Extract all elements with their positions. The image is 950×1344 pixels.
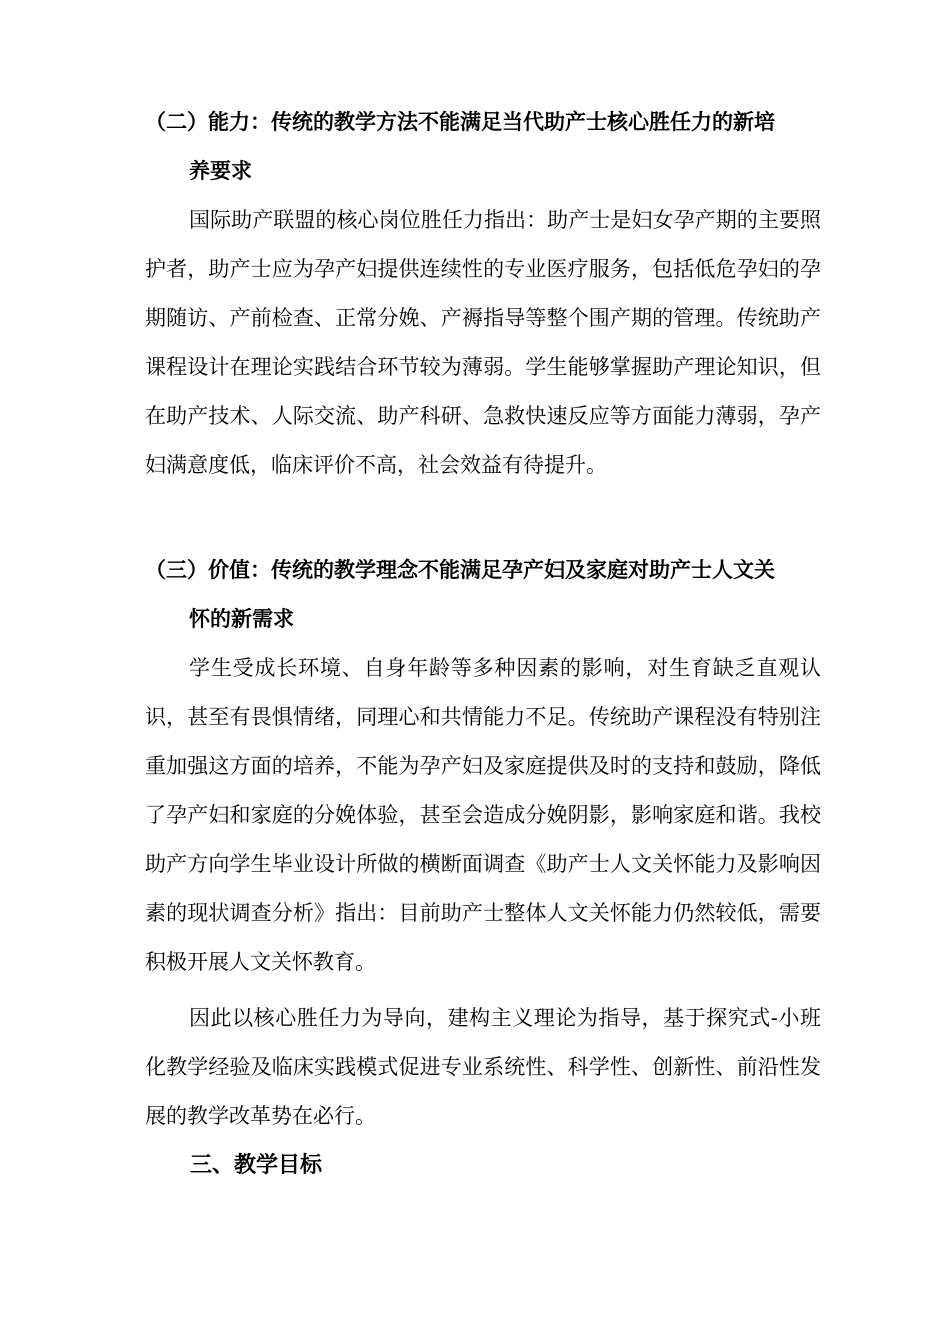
section-title-teaching-goals: 三、教学目标 xyxy=(190,1153,323,1178)
paragraph-ability: 国际助产联盟的核心岗位胜任力指出：助产士是妇女孕产期的主要照护者，助产士应为孕产妇提供连续性的专业医疗服务，包括低危孕妇的孕期随访、产前检查、正常分娩、产褥指导等整个围产期的管理。传统助产课程设计在理论实践结合环节较为薄弱。学生能够掌握助产理论知识，但在助产技术、人际交流、助产科研、急救快速反应等方面能力薄弱，孕产妇满意度低，临床评价不高，社会效益有待提升。 xyxy=(145,208,821,477)
section-heading-ability xyxy=(145,98,775,196)
paragraph-conclusion: 因此以核心胜任力为导向，建构主义理论为指导，基于探究式-小班化教学经验及临床实践模式促进专业系统性、科学性、创新性、前沿性发展的教学改革势在必行。 xyxy=(145,1006,821,1128)
section-heading-value-line1: （三）价值：传统的教学理念不能满足孕产妇及家庭对助产士人文关 xyxy=(145,558,775,582)
section-heading-value xyxy=(145,546,775,644)
section-heading-value-line2: 怀的新需求 xyxy=(189,607,294,631)
section-heading-ability-line1: （二）能力：传统的教学方法不能满足当代助产士核心胜任力的新培 xyxy=(145,110,775,134)
section-heading-ability-line2: 养要求 xyxy=(189,159,252,183)
paragraph-value: 学生受成长环境、自身年龄等多种因素的影响，对生育缺乏直观认识，甚至有畏惧情绪，同理心和共情能力不足。传统助产课程没有特别注重加强这方面的培养，不能为孕产妇及家庭提供及时的支持和鼓励，降低了孕产妇和家庭的分娩体验，甚至会造成分娩阴影，影响家庭和谐。我校助产方向学生毕业设计所做的横断面调查《助产士人文关怀能力及影响因素的现状调查分析》指出：目前助产士整体人文关怀能力仍然较低，需要积极开展人文关怀教育。 xyxy=(145,656,821,974)
